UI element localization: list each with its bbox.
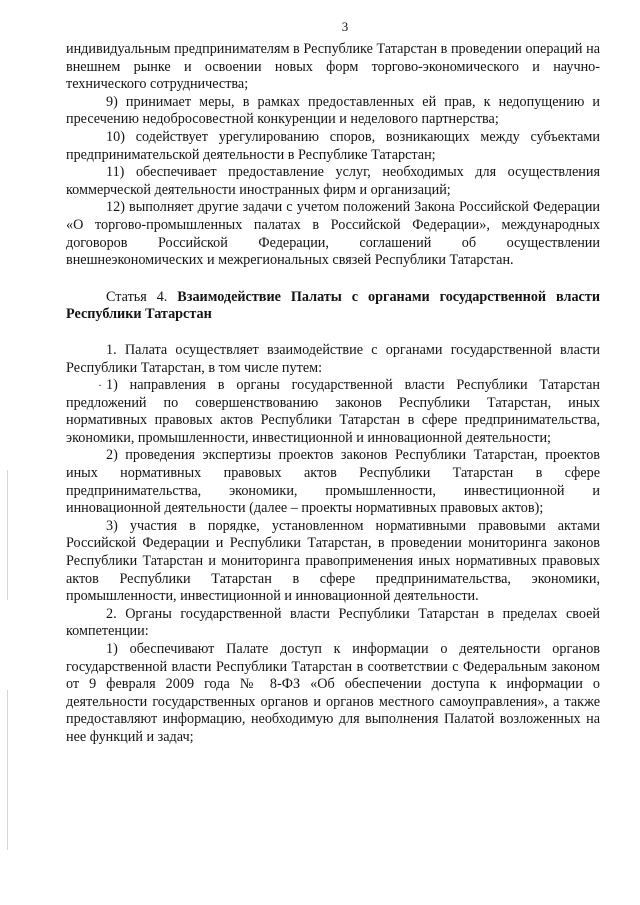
- clause-1-item-1-text: 1) направления в органы государственной власти Республики Татарстан предложений по совершенствованию законов Республики Татарстан, иных нормативных правовых актов Республики Татарстан в сфере предпринимательства, экономики, промышленности, инвестиционной и инновационной деятельности;: [66, 377, 600, 446]
- scan-margin-mark: [7, 690, 8, 850]
- paragraph-item-12: 12) выполняет другие задачи с учетом положений Закона Российской Федерации «О торгово-промышленных палатах в Российской Федерации», международных договоров Российской Федерации, соглашений об осуществлении внешнеэкономических и межрегиональных связей Республики Татарстан.: [66, 199, 600, 269]
- clause-1-item-1: [66, 377, 600, 447]
- paragraph-item-10: 10) содействует урегулированию споров, возникающих между субъектами предпринимательской деятельности в Республике Татарстан;: [66, 128, 600, 163]
- paragraph-item-9: 9) принимает меры, в рамках предоставленных ей прав, к недопущению и пресечению недобросовестной конкуренции и неделового партнерства;: [66, 93, 600, 128]
- article-heading-title: Взаимодействие Палаты с органами государственной власти Республики Татарстан: [66, 288, 600, 323]
- scan-margin-mark: [7, 470, 8, 600]
- page-number: 3: [341, 19, 349, 34]
- document-body: [66, 41, 600, 747]
- clause-2-item-1: 1) обеспечивают Палате доступ к информации о деятельности органов государственной власти Республики Татарстан в соответствии с Федеральным законом от 9 февраля 2009 года № 8-ФЗ «Об обеспечении доступа к информации о деятельности государственных органов и органов местного самоуправления», а также предоставляют информацию, необходимую для выполнения Палатой возложенных на нее функций и задач;: [66, 641, 600, 745]
- clause-1-item-3: 3) участия в порядке, установленном нормативными правовыми актами Российской Федерации и Республики Татарстан, в проведении мониторинга законов Республики Татарстан и мониторинга правоприменения иных нормативных правовых актов Республики Татарстан в сфере предпринимательства, экономики, промышленности, инвестиционной и инновационной деятельности.: [66, 517, 600, 605]
- article-heading: [66, 289, 600, 324]
- scan-dot-mark: ·: [98, 378, 102, 393]
- paragraph-item-11: 11) обеспечивает предоставление услуг, необходимых для осуществления коммерческой деятельности иностранных фирм и организаций;: [66, 164, 600, 198]
- clause-1: 1. Палата осуществляет взаимодействие с органами государственной власти Республики Татарстан, в том числе путем:: [66, 341, 600, 376]
- clause-2: 2. Органы государственной власти Республики Татарстан в пределах своей компетенции:: [66, 605, 600, 640]
- clause-1-item-2: 2) проведения экспертизы проектов законов Республики Татарстан, проектов иных нормативных правовых актов Республики Татарстан в сфере предпринимательства, экономики, промышленности, инвестиционной и инновационной деятельности (далее – проекты нормативных правовых актов);: [66, 447, 600, 517]
- paragraph-continuation: индивидуальным предпринимателям в Республике Татарстан в проведении операций на внешнем рынке и освоении новых форм торгово-экономического и научно-технического сотрудничества;: [66, 41, 600, 93]
- article-heading-prefix: Статья 4.: [106, 288, 178, 305]
